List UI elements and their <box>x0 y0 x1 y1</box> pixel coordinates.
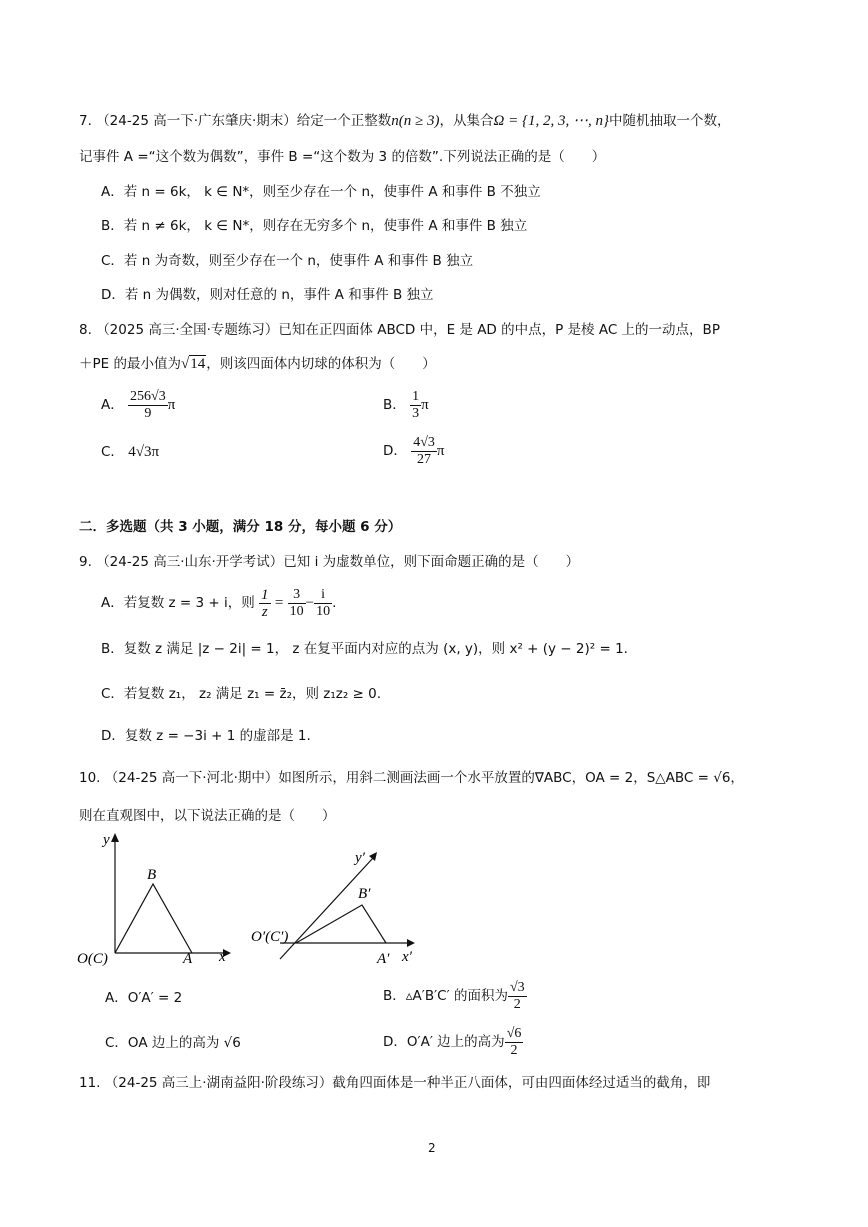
q7-option-c: C．若 n 为奇数，则至少存在一个 n，使事件 A 和事件 B 独立 <box>101 253 474 269</box>
q10-line1-text: 如图所示，用斜二测画法画一个水平放置的∇ABC，OA = 2，S△ABC = √6， <box>278 770 744 786</box>
q8-option-c-value: 4√3π <box>128 444 160 460</box>
q9-line1 <box>79 552 579 572</box>
q11-line1 <box>79 1073 710 1093</box>
q7-number: 7. <box>79 113 92 129</box>
q8-option-d-label: D． <box>383 443 407 459</box>
label-a: A <box>183 951 193 967</box>
q7-line1 <box>79 111 731 131</box>
q9-option-a <box>101 585 336 621</box>
q10-source: （24-25 高一下·河北·期中） <box>104 770 279 786</box>
page-number: 2 <box>428 1141 436 1155</box>
q9-option-a-pre: A．若复数 z = 3 + i，则 <box>101 595 255 611</box>
q7-option-b: B．若 n ≠ 6k， k ∈ N*，则存在无穷多个 n，使事件 A 和事件 B 独立 <box>101 218 528 234</box>
q10-option-b <box>383 978 527 1014</box>
y-prime-axis <box>280 858 373 959</box>
label-a-prime: A′ <box>377 951 390 967</box>
q10-option-b-den: 2 <box>513 996 521 1012</box>
q9-stem: 已知 i 为虚数单位，则下面命题正确的是（ ） <box>283 554 580 570</box>
triangle-abc <box>115 884 192 953</box>
q8-option-a <box>101 387 175 423</box>
q9-source: （24-25 高三·山东·开学考试） <box>96 554 284 570</box>
q10-option-d-den: 2 <box>510 1042 518 1058</box>
q8-option-d-num: 4√3 <box>413 434 435 450</box>
q8-sqrt-value: 14 <box>190 356 206 372</box>
q7-option-d: D．若 n 为偶数，则对任意的 n，事件 A 和事件 B 独立 <box>101 287 434 303</box>
q8-option-d-pi: π <box>436 443 445 459</box>
q8-option-b-label: B． <box>383 397 406 413</box>
q7-line2: 记事件 A =“这个数为偶数”，事件 B =“这个数为 3 的倍数”.下列说法正确的是（ ） <box>79 149 606 165</box>
q8-option-b-den: 3 <box>412 405 420 421</box>
q10-option-b-num: √3 <box>509 979 525 995</box>
q7-stem-set: Ω = {1, 2, 3, ⋯, n} <box>493 113 609 129</box>
q8-option-a-pi: π <box>167 397 176 413</box>
q9-frac1-den: z <box>261 603 268 620</box>
q9-option-d: D．复数 z = −3i + 1 的虚部是 1. <box>101 728 311 744</box>
label-x-prime: x′ <box>402 949 412 965</box>
label-y: y <box>103 832 110 848</box>
q9-frac3-den: 10 <box>316 603 331 619</box>
q9-option-b: B．复数 z 满足 |z − 2i| = 1， z 在复平面内对应的点为 (x, y)，则 x² + (y − 2)² = 1. <box>101 641 628 657</box>
q9-number: 9. <box>79 554 92 570</box>
q8-line2-b: ，则该四面体内切球的体积为（ ） <box>206 356 436 372</box>
q10-option-d <box>383 1024 523 1060</box>
q11-source: （24-25 高三上·湖南益阳·阶段练习） <box>104 1075 333 1091</box>
q8-option-a-den: 9 <box>144 405 152 421</box>
x-prime-axis-arrow <box>407 939 415 947</box>
q8-line1-text: 已知在正四面体 ABCD 中，E 是 AD 的中点，P 是棱 AC 上的一动点，BP <box>278 322 720 338</box>
y-prime-axis-arrow <box>369 852 377 861</box>
q10-option-b-pre: B．▵A′B′C′ 的面积为 <box>383 988 508 1004</box>
q9-eq: = <box>274 595 284 611</box>
q7-option-a: A．若 n = 6k， k ∈ N*，则至少存在一个 n，使事件 A 和事件 B 不独立 <box>101 184 541 200</box>
q8-option-b-num: 1 <box>412 388 420 404</box>
q8-line2-a: ＋PE 的最小值为 <box>79 356 181 372</box>
label-b: B <box>147 867 157 883</box>
q9-frac3-num: i <box>314 587 332 604</box>
q8-option-a-num: 256√3 <box>130 388 166 404</box>
label-y-prime: y′ <box>355 850 365 866</box>
q9-frac2-num: 3 <box>288 587 306 604</box>
section-title: 二．多选题（共 3 小题，满分 18 分，每小题 6 分） <box>79 519 402 535</box>
q10-line2: 则在直观图中，以下说法正确的是（ ） <box>79 808 336 824</box>
label-o-prime: O′(C′) <box>251 929 289 945</box>
q8-option-b <box>383 387 429 423</box>
q8-option-c <box>101 442 159 462</box>
q7-stem-a: 给定一个正整数 <box>296 113 392 129</box>
q7-stem-cond: n(n ≥ 3) <box>391 113 440 129</box>
q8-option-d <box>383 433 444 469</box>
figure-original-triangle <box>75 828 235 968</box>
q9-option-c: C．若复数 z₁， z₂ 满足 z₁ = z̄₂，则 z₁z₂ ≥ 0. <box>101 686 382 702</box>
q8-line1 <box>79 320 720 340</box>
q10-number: 10. <box>79 770 101 786</box>
q8-option-c-label: C． <box>101 444 124 460</box>
q8-source: （2025 高三·全国·专题练习） <box>96 322 279 338</box>
q10-option-a: A．O′A′ = 2 <box>105 990 183 1006</box>
q7-stem-c: 中随机抽取一个数， <box>609 113 731 129</box>
triangle-abc-prime <box>296 905 386 943</box>
q11-number: 11. <box>79 1075 101 1091</box>
q8-option-a-label: A． <box>101 397 124 413</box>
figure-oblique-triangle <box>245 840 425 970</box>
q10-option-c: C．OA 边上的高为 √6 <box>105 1035 241 1051</box>
y-axis-arrow <box>111 833 119 842</box>
q9-frac1-num: 1 <box>261 586 269 603</box>
q9-option-a-end: . <box>332 595 337 611</box>
label-x: x <box>219 949 226 965</box>
q9-minus: − <box>305 595 315 611</box>
q7-stem-b: ，从集合 <box>439 113 494 129</box>
q7-source: （24-25 高一下·广东肇庆·期末） <box>96 113 297 129</box>
q9-frac2-den: 10 <box>289 603 304 619</box>
label-o: O(C) <box>77 951 108 967</box>
label-b-prime: B′ <box>358 886 371 902</box>
q10-option-d-num: √6 <box>506 1025 522 1041</box>
q10-line1 <box>79 768 744 788</box>
q8-option-d-den: 27 <box>417 451 432 467</box>
q10-option-d-pre: D．O′A′ 边上的高为 <box>383 1034 505 1050</box>
q8-option-b-pi: π <box>421 397 429 413</box>
q11-stem: 截角四面体是一种半正八面体，可由四面体经过适当的截角，即 <box>332 1075 711 1091</box>
q8-line2: ＋PE 的最小值为√14，则该四面体内切球的体积为（ ） <box>79 356 436 372</box>
q8-number: 8. <box>79 322 92 338</box>
